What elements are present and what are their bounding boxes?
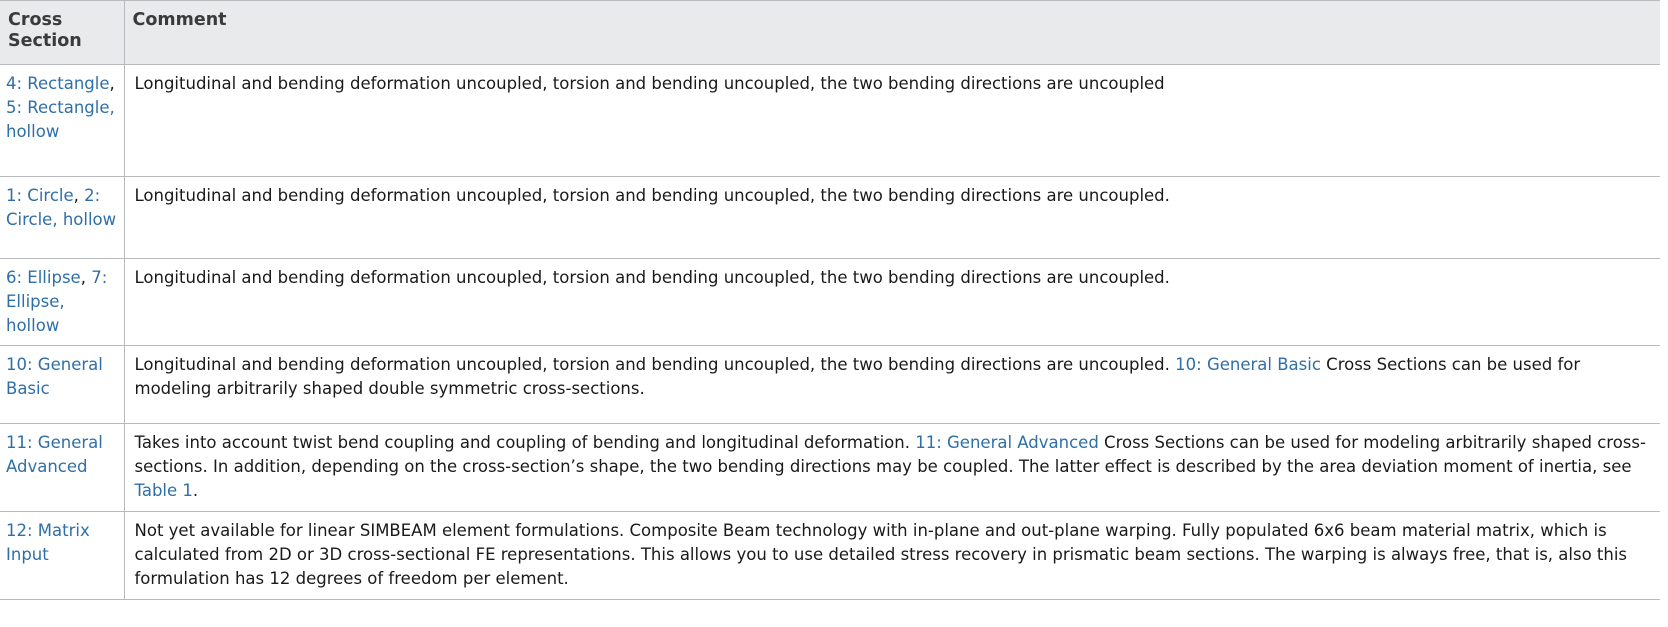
comment-link[interactable]: 10: General Basic <box>1175 355 1321 375</box>
cell-cross-section <box>0 64 124 176</box>
link-separator: , <box>109 73 115 93</box>
comment-text: Cross Sections can be used for modeling arbitrarily shaped double symmetric cross-sections. <box>134 355 1581 399</box>
table-row <box>0 176 1660 258</box>
cell-comment <box>124 176 1660 258</box>
cell-comment <box>124 258 1660 346</box>
table-row <box>0 64 1660 176</box>
table-row <box>0 346 1660 424</box>
comment-link[interactable]: 11: General Advanced <box>915 433 1099 453</box>
cell-cross-section <box>0 176 124 258</box>
comment-text: . <box>192 481 199 501</box>
cell-comment <box>124 512 1660 600</box>
link-separator: , <box>73 185 85 205</box>
cell-cross-section <box>0 346 124 424</box>
cross-section-link[interactable]: 7: Ellipse, hollow <box>6 267 108 335</box>
table-body <box>0 64 1660 599</box>
cell-comment <box>124 64 1660 176</box>
cross-section-link[interactable]: 12: Matrix Input <box>6 521 90 565</box>
table-row <box>0 424 1660 512</box>
cross-section-link[interactable]: 4: Rectangle <box>6 73 110 93</box>
comment-text: Longitudinal and bending deformation uncoupled, torsion and bending uncoupled, the two bending directions are uncoupled <box>134 73 1165 93</box>
table-header <box>0 1 1660 65</box>
table-header-row <box>0 1 1660 65</box>
comment-text: Cross Sections can be used for modeling arbitrarily shaped cross-sections. In addition, depending on the cross-section’s shape, the two bending directions may be coupled. The latter effect is described by the area deviation moment of inertia, see <box>134 433 1646 477</box>
comment-link[interactable]: Table 1 <box>134 481 193 501</box>
cross-section-link[interactable]: 2: Circle, hollow <box>6 185 117 229</box>
cross-section-link[interactable]: 1: Circle <box>6 185 74 205</box>
comment-text: Longitudinal and bending deformation uncoupled, torsion and bending uncoupled, the two bending directions are uncoupled. <box>134 185 1170 205</box>
cross-section-link[interactable]: 11: General Advanced <box>6 433 103 477</box>
cell-cross-section <box>0 424 124 512</box>
table-row <box>0 258 1660 346</box>
column-header-cross-section: Cross Section <box>0 1 124 65</box>
cross-section-link[interactable]: 10: General Basic <box>6 355 103 399</box>
cell-comment <box>124 346 1660 424</box>
comment-text: Takes into account twist bend coupling and coupling of bending and longitudinal deformation. <box>134 433 916 453</box>
cross-section-link[interactable]: 5: Rectangle, hollow <box>6 97 115 141</box>
column-header-comment: Comment <box>124 1 1660 65</box>
cell-cross-section <box>0 258 124 346</box>
table-row <box>0 512 1660 600</box>
cell-comment <box>124 424 1660 512</box>
comment-text: Longitudinal and bending deformation uncoupled, torsion and bending uncoupled, the two bending directions are uncoupled. <box>134 267 1170 287</box>
comment-text: Longitudinal and bending deformation uncoupled, torsion and bending uncoupled, the two bending directions are uncoupled. <box>134 355 1176 375</box>
cross-section-link[interactable]: 6: Ellipse <box>6 267 81 287</box>
comment-text: Not yet available for linear SIMBEAM element formulations. Composite Beam technology with in-plane and out-plane warping. Fully populated 6x6 beam material matrix, which is calculated from 2D or 3D cross-sectional FE representations. This allows you to use detailed stress recovery in prismatic beam sections. The warping is always free, that is, also this formulation has 12 degrees of freedom per element. <box>134 521 1628 589</box>
link-separator: , <box>80 267 92 287</box>
cell-cross-section <box>0 512 124 600</box>
